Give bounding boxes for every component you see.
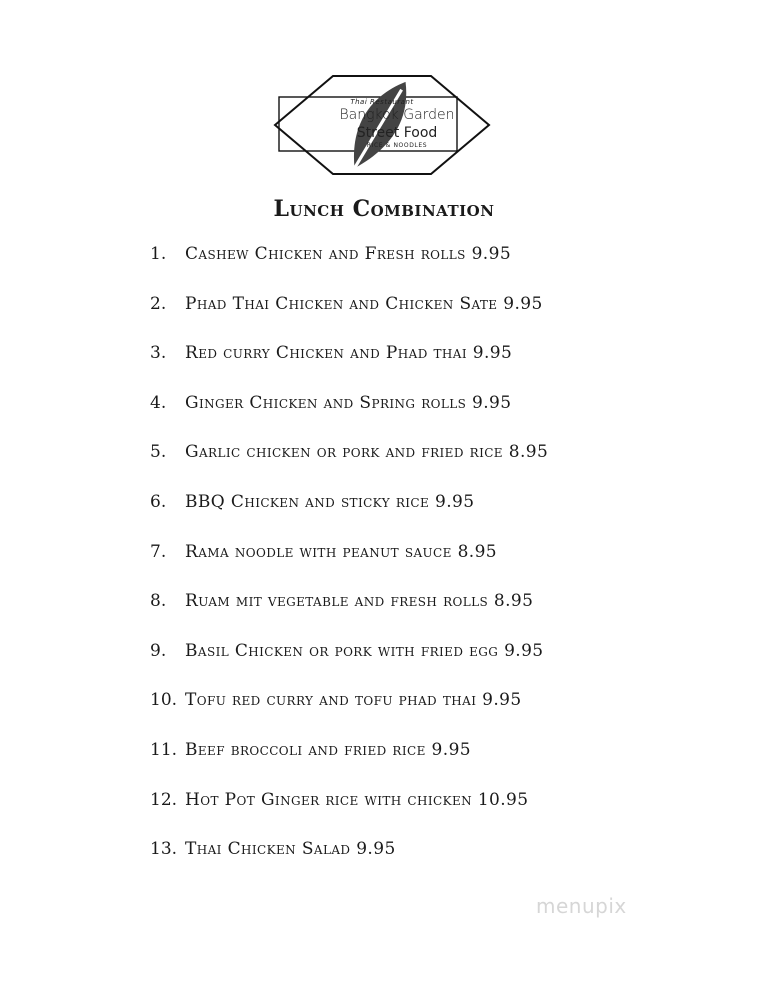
item-number: 13. bbox=[150, 839, 178, 860]
item-number: 11. bbox=[150, 739, 178, 760]
item-text: Beef broccoli and fried rice 9.95 bbox=[185, 739, 471, 760]
item-number: 8. bbox=[150, 591, 167, 612]
menu-item bbox=[150, 339, 750, 389]
menu-item bbox=[150, 290, 750, 340]
item-text: Ginger Chicken and Spring rolls 9.95 bbox=[185, 392, 512, 413]
menu-item bbox=[150, 786, 750, 836]
menu-item bbox=[150, 240, 750, 290]
item-number: 3. bbox=[150, 343, 167, 364]
item-text: BBQ Chicken and sticky rice 9.95 bbox=[185, 491, 475, 512]
menu-list bbox=[150, 240, 750, 885]
item-text: Garlic chicken or pork and fried rice 8.95 bbox=[185, 442, 549, 463]
item-text: Thai Chicken Salad 9.95 bbox=[185, 839, 396, 860]
logo-name-line1: Bangkok Garden bbox=[339, 107, 455, 123]
menu-item bbox=[150, 438, 750, 488]
logo-tagline: RICE & NOODLES bbox=[366, 142, 428, 149]
menu-item bbox=[150, 637, 750, 687]
logo-small-text: Thai Restaurant bbox=[350, 98, 414, 106]
menu-item bbox=[150, 736, 750, 786]
item-number: 9. bbox=[150, 640, 167, 661]
item-text: Tofu red curry and tofu phad thai 9.95 bbox=[185, 690, 522, 711]
menu-item bbox=[150, 538, 750, 588]
item-number: 12. bbox=[150, 789, 178, 810]
watermark: menupix bbox=[536, 894, 627, 918]
restaurant-logo bbox=[273, 74, 491, 176]
logo-name-line2: Street Food bbox=[356, 125, 438, 141]
item-text: Rama noodle with peanut sauce 8.95 bbox=[185, 541, 498, 562]
item-number: 2. bbox=[150, 293, 167, 314]
item-text: Ruam mit vegetable and fresh rolls 8.95 bbox=[185, 591, 534, 612]
item-number: 1. bbox=[150, 244, 167, 264]
item-text: Phad Thai Chicken and Chicken Sate 9.95 bbox=[185, 293, 543, 314]
item-text: Cashew Chicken and Fresh rolls 9.95 bbox=[185, 244, 512, 264]
item-number: 4. bbox=[150, 392, 167, 413]
menu-item bbox=[150, 686, 750, 736]
item-number: 5. bbox=[150, 442, 167, 463]
menu-title: Lunch Combination bbox=[273, 196, 495, 222]
item-text: Basil Chicken or pork with fried egg 9.95 bbox=[185, 640, 544, 661]
menu-item bbox=[150, 389, 750, 439]
item-text: Red curry Chicken and Phad thai 9.95 bbox=[185, 343, 513, 364]
menu-item bbox=[150, 587, 750, 637]
item-text: Hot Pot Ginger rice with chicken 10.95 bbox=[185, 789, 529, 810]
item-number: 6. bbox=[150, 491, 167, 512]
item-number: 10. bbox=[150, 690, 178, 711]
menu-item bbox=[150, 835, 750, 885]
item-number: 7. bbox=[150, 541, 167, 562]
menu-item bbox=[150, 488, 750, 538]
